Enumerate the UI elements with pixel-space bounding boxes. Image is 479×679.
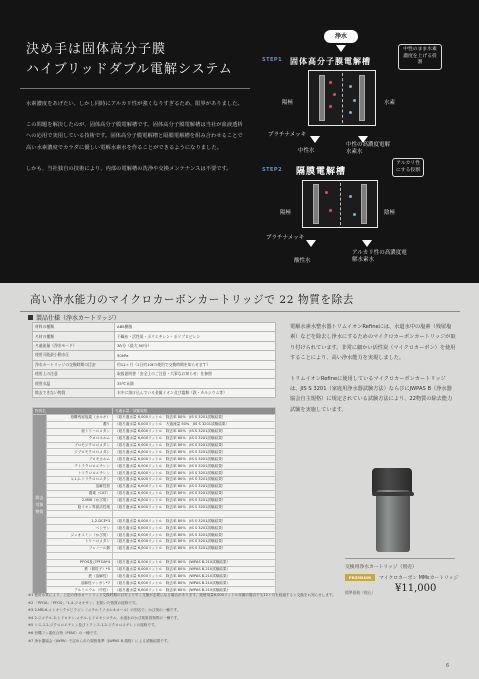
removal-row (33, 463, 276, 470)
removal-row (33, 573, 276, 580)
substance-name: PFOS及びPFOA*4 (47, 559, 113, 566)
substance-name: 鉄（溶解性） (47, 573, 113, 580)
substance-rate (113, 511, 276, 518)
removal-row (33, 483, 276, 490)
arrow-down-icon (310, 136, 320, 143)
removal-row (33, 559, 276, 566)
substance-rate: （総ろ過水量 6,000リットル 除去率 80% JIS S 3201試験結果） (113, 518, 276, 525)
spec-key: ろ過流量（浄水モード） (33, 341, 115, 350)
substance-name: 遊離残留塩素（カルキ） (47, 415, 113, 422)
page-number: 6 (446, 663, 450, 669)
spec-heading-text: 製品仕様（浄水カートリッジ） (36, 315, 120, 322)
removal-row (33, 580, 276, 587)
headline (26, 40, 233, 80)
removal-row (33, 552, 276, 559)
substance-name: 農薬（CAT） (47, 490, 113, 497)
removal-row (33, 539, 276, 546)
spec-row (33, 351, 276, 360)
substance-name: ブロモジクロロメタン (47, 442, 113, 449)
removal-row (33, 470, 276, 477)
intro-paragraph-1: 水素濃度をあげたい。しかし同時にアルカリ性が強くなりすぎるため、限界がありました。 (26, 101, 243, 107)
substance-name: 1,1,1-トリクロロエタン (47, 477, 113, 484)
headline-line-1: 決め手は固体高分子膜 (26, 42, 167, 57)
spec-value: 不織布・活性炭・ポリエチレン・ポリプロピレン (115, 332, 276, 341)
spec-key: 浄水カートリッジの交換時期の目安 (33, 360, 115, 369)
substance-rate: （総ろ過水量 6,000リットル 除去率 80% JIS S 3201試験結果） (113, 539, 276, 546)
spec-row (33, 323, 276, 332)
spec-value: 約12ヶ月（1日約10ℓの使用で交換時期を知らせます） (115, 360, 276, 369)
ion-dot (349, 195, 352, 198)
removal-row (33, 415, 276, 422)
spec-key: 使用上の注意 (33, 369, 115, 378)
substance-rate: （総ろ過水量 6,000リットル 除去率 80% JIS S 3201試験結果） (113, 490, 276, 497)
section-title: 高い浄水能力のマイクロカーボンカートリッジで 22 物質を除去 (30, 294, 354, 306)
substance-rate: （総ろ過水量 6,000リットル 除去率 80% JIS S 3201試験結果） (113, 483, 276, 490)
substance-rate: （総ろ過水量 6,000リットル 除去率 80% JWPAS B.210試験結果） (113, 580, 276, 587)
substance-rate: （総ろ過水量 6,000リットル 除去率 80% JIS S 3201試験結果） (113, 449, 276, 456)
tank2-membrane (340, 183, 341, 225)
removal-row (33, 504, 276, 511)
tank1-membrane (342, 73, 343, 123)
electrolysis-diagram (258, 0, 479, 283)
cartridge-body (376, 490, 410, 552)
intro-text (26, 99, 248, 185)
substance-rate: （総ろ過水量 6,000リットル 除去率 80% JIS S 3201試験結果） (113, 532, 276, 539)
spec-value: 3ℓ/分（最大 5ℓ/分） (115, 341, 276, 350)
substance-name: 鉄（微粒子）*5 (47, 566, 113, 573)
spec-row (33, 379, 276, 388)
premium-badge: PREMIUM (345, 574, 375, 581)
tank2-anode-label: 陽極 (280, 210, 292, 216)
removal-row (33, 442, 276, 449)
price: ¥11,000 (395, 583, 437, 594)
substance-name (47, 511, 113, 518)
substance-name: ジェオスミン（かび臭） (47, 532, 113, 539)
footnote: ※6 有機フッ素化合物（PFAS）の一種です。 (28, 630, 101, 635)
substance-rate: （総ろ過水量 6,000リットル ろ過流量 50% JIS S 3201試験結果） (113, 421, 276, 428)
removal-row (33, 477, 276, 484)
substance-name: アルミニウム（中性） (47, 587, 113, 594)
neutral-hydrogen-label: 中性の高濃度電解水素水 (346, 142, 391, 155)
substance-name (47, 552, 113, 559)
product-model: マイクロカーボン MMεカートリッジ (379, 576, 459, 581)
intro-paragraph-3: しかも、当社独自の技術により、内部の電解槽の洗浄や交換メンテナンスは不要です。 (26, 165, 232, 172)
arrow-down-icon (306, 240, 316, 247)
tank2-plate-label: プラチナメッキ (266, 235, 305, 241)
substance-rate: （総ろ過水量 6,000リットル 除去率 80% JIS S 3201試験結果） (113, 442, 276, 449)
ion-dot (349, 85, 352, 88)
tank2-cathode-label: 陰極 (384, 210, 396, 216)
substance-rate: （総ろ過水量 6,000リットル 除去率 80% JIS S 3201試験結果） (113, 428, 276, 435)
spec-row (33, 360, 276, 369)
tank2-cathode-plate (361, 184, 367, 224)
removal-row (33, 497, 276, 504)
substance-rate: （総ろ過水量 6,000リットル 除去率 80% JWPAS B.210試験結果） (113, 566, 276, 573)
removal-row (33, 566, 276, 573)
spec-row (33, 341, 276, 350)
substance-rate (113, 552, 276, 559)
spec-heading (28, 313, 120, 322)
spec-row (33, 332, 276, 341)
footnote: ※2 「PFOA」「PFOS」「1,4-ジオキサン」を除いた物質の総称です。 (28, 600, 139, 605)
substance-rate: （総ろ過水量 6,000リットル 除去率 80% JIS S 3201試験結果） (113, 470, 276, 477)
cartridge-band (372, 492, 414, 496)
tank2-title: 隔膜電解槽 (296, 167, 347, 177)
square-bullet-icon (28, 315, 33, 320)
ion-dot (329, 105, 332, 108)
tank1-anode-plate (319, 75, 325, 121)
tank2-anode-plate (313, 184, 319, 224)
removal-row (33, 525, 276, 532)
spec-key: ろ材の種類 (33, 332, 115, 341)
substance-rate: （総ろ過水量 6,000リットル 除去率 80% JWPAS B.210試験結果） (113, 559, 276, 566)
substance-name: トリハロメタン (47, 539, 113, 546)
price-label: 標準価格（税込） (345, 590, 376, 595)
spec-value: 水中に溶け込んでいる金属イオン及び塩類（鉄・カルシウム等） (115, 388, 276, 397)
tank1-title: 固体高分子膜電解槽 (290, 57, 371, 66)
substance-rate: （総ろ過水量 6,000リットル 除去率 80% JIS S 3201試験結果） (113, 435, 276, 442)
spec-table (32, 322, 276, 398)
arrow-down-icon (362, 240, 372, 247)
spec-value: ABS樹脂 (115, 323, 276, 332)
removal-row (33, 435, 276, 442)
spec-row (33, 369, 276, 378)
substance-rate: （総ろ過水量 6,000リットル 除去率 80% JIS S 3201試験結果） (113, 504, 276, 511)
step2-label: STEP2 (262, 167, 283, 173)
removal-row (33, 545, 276, 552)
spec-key: 除去できない物質 (33, 388, 115, 397)
removal-row (33, 456, 276, 463)
body-paragraph-2: トリムイオンRefineに使用しているマイクロカーボンカートリッジは、JIS S 3201（家庭用浄水器試験方法）ならびにJWPAS B（浄水器協会自主規格）に規定されている試験方法により、22物質の除去能力試験を実施しています。 (290, 375, 453, 413)
headline-line-2: ハイブリッドダブル電解システム (26, 62, 233, 77)
substance-name: 総トリハロメタン (47, 428, 113, 435)
ion-dot (333, 93, 336, 96)
step1-label: STEP1 (262, 57, 283, 63)
removal-row (33, 518, 276, 525)
removal-row (33, 449, 276, 456)
ion-dot (349, 111, 352, 114)
spec-value: 35℃未満 (115, 379, 276, 388)
footnote: ※5 シス-1,2-ジクロロエチレン及びトランス-1,2-ジクロロエチレンの総称です。 (28, 623, 158, 628)
removal-group-label: 除去対象物質 (33, 415, 47, 594)
ion-dot (329, 209, 332, 212)
headline-divider (20, 88, 250, 89)
substance-name: テトラクロロエチレン (47, 463, 113, 470)
body-paragraph-1: 電解水素水整水器トリムイオンRefineには、水道水中の塩素（残留塩素）などを除去し浄水にするためのマイクロカーボンカートリッジが取り付けられています。非常に細かい活性炭（マイクロカーボン）を使用することにより、高い浄水能力を実現しました。 (290, 324, 456, 362)
product-divider (345, 558, 455, 559)
tank1 (308, 70, 376, 126)
substance-name: ベンゼン (47, 525, 113, 532)
substance-name: 溶解性鉛 (47, 483, 113, 490)
tank1-anode-label: 陽極 (282, 100, 294, 106)
substance-rate: （総ろ過水量 6,000リットル 除去率 80% JWPAS B.210試験結果） (113, 587, 276, 594)
product-name: 交換用浄水カートリッジ（別売） (345, 565, 417, 570)
ion-dot (353, 99, 356, 102)
tank1-callout: 中性のまま水素濃度を上げる役割 (398, 44, 442, 70)
ion-dot (325, 191, 328, 194)
alkaline-hydrogen-label: アルカリ性の高濃度電解水素水 (352, 250, 407, 263)
substance-rate: （総ろ過水量 6,000リットル 除去率 80% JWPAS B.210試験結果） (113, 573, 276, 580)
substance-rate: （総ろ過水量 6,000リットル 除去率 80% JIS S 3201試験結果） (113, 545, 276, 552)
neutral-water-label: 中性水 (298, 148, 315, 154)
tank1-cathode-label: 水素 (384, 100, 396, 106)
substance-rate: （総ろ過水量 6,000リットル 除去率 80% JIS S 3201試験結果） (113, 415, 276, 422)
substance-name: 2-MIB（かび臭） (47, 497, 113, 504)
tank1-cathode-plate (359, 75, 365, 121)
ion-dot (353, 213, 356, 216)
substance-name: クロロホルム (47, 435, 113, 442)
spec-row (33, 388, 276, 397)
substance-name: 陰イオン界面活性剤 (47, 504, 113, 511)
tank2-callout: アルカリ性にする役割 (392, 158, 424, 177)
arrow-down-icon (336, 45, 346, 52)
footnote: ※4 2-ジメチル-3-ヒドロキシ-メチル-ヒドロキシメチル、水道水のかび臭原因物質の一種です。 (28, 615, 181, 620)
substance-rate: （総ろ過水量 6,000リットル 除去率 80% JIS S 3201試験結果） (113, 477, 276, 484)
substance-rate: （総ろ過水量 6,000リットル 除去率 80% JIS S 3201試験結果） (113, 463, 276, 470)
spec-value: 50kPa (115, 351, 276, 360)
intro-paragraph-2: この問題を解決したのが、固体高分子膜電解槽です。固体高分子膜電解槽は当社が血液透析への応用で実用している技術です。固体高分子膜電解槽と隔膜電解槽を組み合わせることで高い水素濃度でカラダに優しい電解水素水を作ることができるようになりました。 (26, 122, 243, 151)
input-water-label: 浄水 (324, 30, 358, 43)
footnotes (28, 592, 458, 645)
substance-name: フェノール類 (47, 545, 113, 552)
ion-dot (329, 81, 332, 84)
removal-header-row (33, 408, 276, 415)
substance-rate: （総ろ過水量 6,000リットル 除去率 80% JIS S 3201試験結果） (113, 456, 276, 463)
substance-name: 溶解性マンガン*7 (47, 580, 113, 587)
removal-row (33, 428, 276, 435)
footnote: ※7 浄水器協会（JWPA）で定められた規格基準（JWPAS B-規格）による試験結果です。 (28, 638, 171, 643)
removal-header-name: 物質名 (33, 408, 113, 415)
removal-header-rate: ろ過水量／試験規格 (113, 408, 276, 415)
substance-rate: （総ろ過水量 6,000リットル 除去率 80% JIS S 3201試験結果） (113, 525, 276, 532)
footnote: ※1 使用水質により、上記の浄水カートリッジ交換時期の目安より早く交換が必要になる場合があります。総使用量6,000リットル未満の場合でも12ヶ月を経過すると交換をお知らせします。 (28, 593, 336, 597)
spec-key: 使用水温 (33, 379, 115, 388)
removal-table (32, 407, 276, 594)
spec-key: 材料の種類 (33, 323, 115, 332)
substance-name: ブロモホルム (47, 456, 113, 463)
acid-water-label: 酸性水 (294, 258, 311, 264)
tank1-plate-label: プラチナメッキ (268, 132, 307, 138)
removal-row (33, 532, 276, 539)
tank2 (302, 180, 378, 228)
removal-row (33, 421, 276, 428)
substance-name: トリクロロエチレン (47, 470, 113, 477)
substance-name: ジブロモクロロメタン (47, 449, 113, 456)
substance-name: 1,2-DCE*3 (47, 518, 113, 525)
body-text (290, 322, 456, 425)
removal-row (33, 511, 276, 518)
footnote: ※3 2-MB-6-メトキシクロピラジン（メチルイソボルネオール）の別名で、かび臭の一種です。 (28, 608, 181, 613)
spec-key: 使用可能最小動水圧 (33, 351, 115, 360)
spec-value: 取扱説明書「安全上のご注意・大事なお知らせ」を参照 (115, 369, 276, 378)
removal-row (33, 490, 276, 497)
section-divider (20, 311, 460, 312)
top-section (0, 0, 479, 283)
substance-rate: （総ろ過水量 6,000リットル 除去率 80% JIS S 3201試験結果） (113, 497, 276, 504)
substance-name: 濁り (47, 421, 113, 428)
